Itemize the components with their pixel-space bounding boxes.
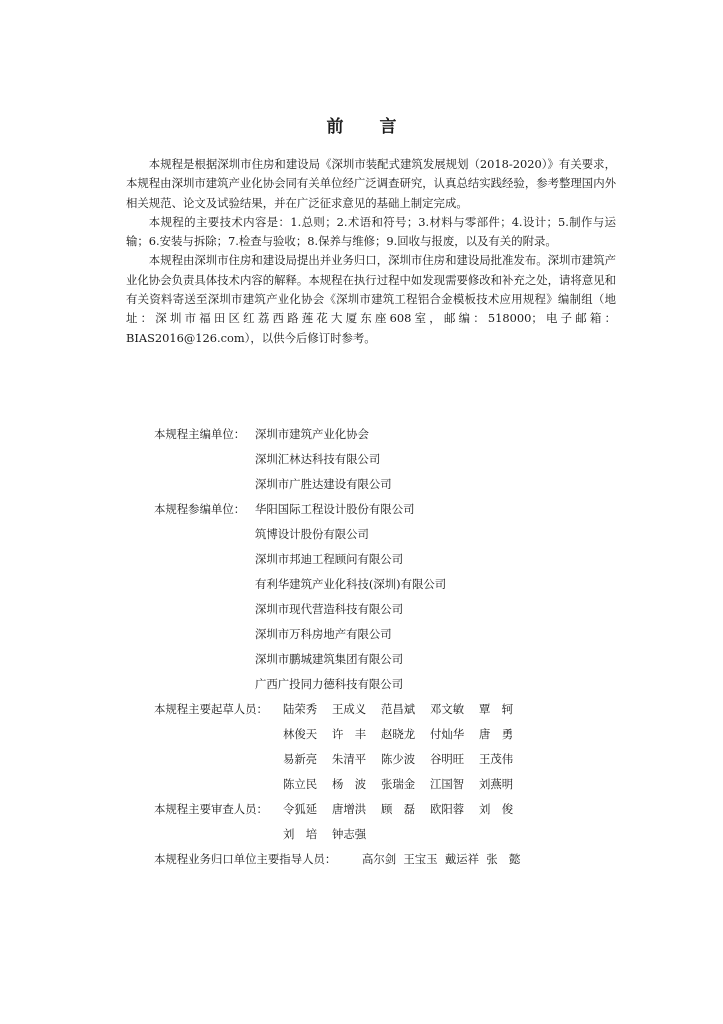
person-name: 易新亮 [283,752,318,766]
unit-name: 筑博设计股份有限公司 [255,527,369,541]
person-name: 王成义 [332,702,367,716]
person-name: 林俊天 [283,727,318,741]
person-name: 邓文敏 [430,702,465,716]
unit-name: 深圳市现代营造科技有限公司 [255,602,404,616]
reviewers-label: 本规程主要审查人员： [154,802,268,816]
person-name: 谷明旺 [430,752,465,766]
person-name: 钟志强 [332,827,367,841]
unit-name: 深圳市建筑产业化协会 [255,427,369,441]
reviewers-row [154,801,528,817]
drafters-row [154,701,528,717]
unit-name: 华阳国际工程设计股份有限公司 [255,502,415,516]
person-name: 刘 培 [283,827,318,841]
unit-name: 深圳市万科房地产有限公司 [255,627,392,641]
unit-name: 深圳市邦迪工程顾问有限公司 [255,552,404,566]
foreword-text [126,155,616,348]
person-name: 江国智 [430,777,465,791]
participating-row [154,551,403,567]
person-name: 赵晓龙 [381,727,416,741]
guidance-names: 高尔剑 王宝玉 戴运祥 张 懿 [362,852,521,866]
guidance-row [154,851,520,867]
person-name: 付灿华 [430,727,465,741]
paragraph: 本规程由深圳市住房和建设局提出并业务归口，深圳市住房和建设局批准发布。深圳市建筑产业化协会负责具体技术内容的解释。本规程在执行过程中如发现需要修改和补充之处，请将意见和有关资料寄送至深圳市建筑产业化协会《深圳市建筑工程铝合金模板技术应用规程》编制组（地址：深圳市福田区红荔西路莲花大厦东座608室，邮编：518000；电子邮箱：BIAS2016@126.com），以供今后修订时参考。 [126,253,616,345]
chief-editor-row [154,451,380,467]
paragraph: 本规程是根据深圳市住房和建设局《深圳市装配式建筑发展规划（2018-2020）》有关要求，本规程由深圳市建筑产业化协会同有关单位经广泛调查研究，认真总结实践经验，参考整理国内外相关规范、论文及试验结果，并在广泛征求意见的基础上制定完成。 [126,157,616,210]
person-name: 许 丰 [332,727,367,741]
person-name: 杨 波 [332,777,367,791]
person-name: 陈立民 [283,777,318,791]
chief-editor-label: 本规程主编单位： [154,427,246,441]
reviewers-row [283,826,381,842]
unit-name: 有利华建筑产业化科技(深圳)有限公司 [255,577,447,591]
drafters-row [283,751,528,767]
page-title: 前言 [326,117,433,137]
participating-row [154,601,403,617]
participating-row [154,676,403,692]
person-name: 刘 俊 [479,802,514,816]
person-name: 覃 轲 [479,702,514,716]
unit-name: 深圳市鹏城建筑集团有限公司 [255,652,404,666]
paragraph: 本规程的主要技术内容是：1.总则；2.术语和符号；3.材料与零部件；4.设计；5.制作与运输；6.安装与拆除；7.检查与验收；8.保养与维修；9.回收与报废，以及有关的附录。 [126,214,616,249]
person-name: 张瑞金 [381,777,416,791]
person-name: 范昌斌 [381,702,416,716]
person-name: 顾 磊 [381,802,416,816]
person-name: 王茂伟 [479,752,514,766]
participating-row [154,626,392,642]
person-name: 唐增洪 [332,802,367,816]
unit-name: 深圳汇林达科技有限公司 [255,452,381,466]
person-name: 唐 勇 [479,727,514,741]
drafters-row [283,726,528,742]
drafters-row [283,776,528,792]
person-name: 朱清平 [332,752,367,766]
person-name: 陈少波 [381,752,416,766]
participating-row [154,651,403,667]
participating-row [154,526,369,542]
person-name: 欧阳蓉 [430,802,465,816]
drafters-label: 本规程主要起草人员： [154,702,268,716]
person-name: 陆荣秀 [283,702,318,716]
participating-label: 本规程参编单位： [154,502,246,516]
unit-name: 广西广投同力德科技有限公司 [255,677,404,691]
participating-row [154,501,414,517]
chief-editor-row [154,426,369,442]
guidance-label: 本规程业务归口单位主要指导人员： [154,852,337,866]
chief-editor-row [154,476,392,492]
person-name: 令狐延 [283,802,318,816]
participating-row [154,576,446,592]
person-name: 刘燕明 [479,777,514,791]
unit-name: 深圳市广胜达建设有限公司 [255,477,392,491]
